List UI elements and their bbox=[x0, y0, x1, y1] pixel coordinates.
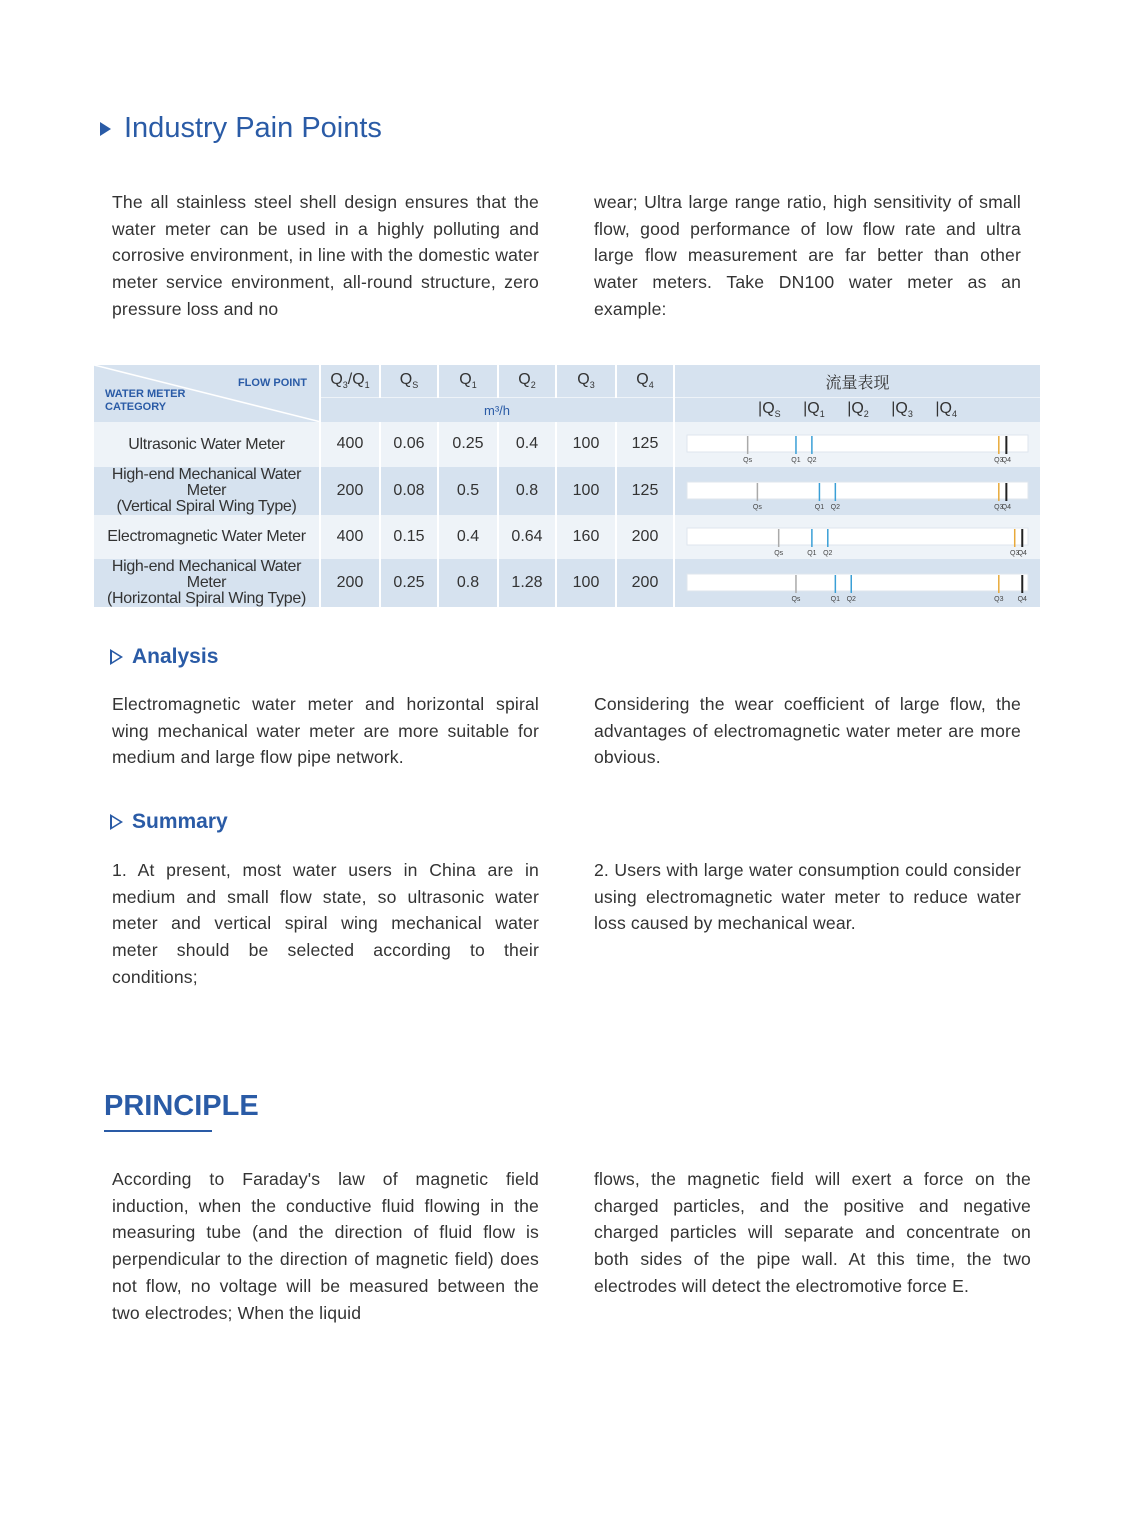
flow-track bbox=[687, 528, 1028, 545]
cell-q1: 0.4 bbox=[438, 515, 498, 559]
chart-header: 流量表现 bbox=[674, 365, 1040, 398]
table-row bbox=[94, 467, 1040, 515]
col-header-q2: $Q_2$ bbox=[498, 365, 556, 398]
marker-label-q4: Q4 bbox=[1017, 595, 1027, 603]
pain-points-title: Industry Pain Points bbox=[124, 112, 382, 144]
outline-triangle-icon bbox=[110, 814, 123, 830]
cell-q1: 0.25 bbox=[438, 422, 498, 467]
cell-q2: 0.8 bbox=[498, 467, 556, 515]
cell-q3: 100 bbox=[556, 467, 616, 515]
meter-name: High-end Mechanical Water Meter (Horizontal Spiral Wing Type) bbox=[94, 559, 320, 607]
legend-q3: $|Q_3$ bbox=[891, 400, 913, 420]
col-header-q1: $Q_1$ bbox=[438, 365, 498, 398]
principle-text-right: flows, the magnetic field will exert a force on the charged particles, and the positive and negative charged particles will separate and concentrate on both sides of the pipe wall. At this time, the two electrodes will detect the electromotive force E. bbox=[594, 1169, 1031, 1296]
marker-label-qs: Qs bbox=[791, 595, 801, 603]
col-header-ratio: $Q_3/Q_1$ bbox=[320, 365, 380, 398]
table-corner-header bbox=[94, 365, 320, 422]
summary-text-right: 2. Users with large water consumption could consider using electromagnetic water meter to reduce water loss caused by mechanical wear. bbox=[594, 860, 1021, 934]
cell-qs: 0.15 bbox=[380, 515, 438, 559]
legend-q1: $|Q_1$ bbox=[803, 400, 825, 420]
legend-q2: $|Q_2$ bbox=[847, 400, 869, 420]
col-header-q3: $Q_3$ bbox=[556, 365, 616, 398]
cell-q2: 0.4 bbox=[498, 422, 556, 467]
flow-bar bbox=[675, 561, 1041, 605]
flow-bar-cell bbox=[674, 422, 1040, 467]
table-row bbox=[94, 422, 1040, 467]
marker-label-q1: Q1 bbox=[791, 457, 801, 465]
cell-ratio: 200 bbox=[320, 559, 380, 607]
principle-text-left: According to Faraday's law of magnetic field induction, when the conductive fluid flowing in the measuring tube (and the direction of fluid flow is perpendicular to the direction of magnetic field) does not flow, no voltage will be measured between the two electrodes; When the liquid bbox=[112, 1169, 539, 1323]
cell-q2: 0.64 bbox=[498, 515, 556, 559]
flow-track bbox=[687, 482, 1028, 499]
cell-q2: 1.28 bbox=[498, 559, 556, 607]
marker-label-q1: Q1 bbox=[807, 549, 817, 557]
flow-bar-cell bbox=[674, 559, 1040, 607]
marker-label-q4: Q4 bbox=[1001, 503, 1012, 511]
cell-q3: 100 bbox=[556, 559, 616, 607]
chart-legend bbox=[674, 398, 1040, 423]
flow-bar-cell bbox=[674, 515, 1040, 559]
marker-label-q1: Q1 bbox=[830, 595, 841, 603]
marker-label-q2: Q2 bbox=[807, 457, 817, 465]
col-header-qs: $Q_S$ bbox=[380, 365, 438, 398]
flow-bar bbox=[675, 422, 1041, 466]
marker-label-qs: Qs bbox=[743, 457, 753, 465]
cell-q1: 0.8 bbox=[438, 559, 498, 607]
legend-q4: $|Q_4$ bbox=[935, 400, 957, 420]
cell-qs: 0.25 bbox=[380, 559, 438, 607]
marker-label-q3: Q3 bbox=[994, 595, 1004, 603]
analysis-text-left: Electromagnetic water meter and horizontal spiral wing mechanical water meter are more suitable for medium and large flow pipe network. bbox=[112, 694, 539, 768]
principle-underline bbox=[104, 1130, 212, 1132]
cell-q4: 125 bbox=[616, 467, 674, 515]
marker-label-qs: Qs bbox=[774, 549, 784, 557]
flow-point-label: FLOW POINT bbox=[237, 377, 307, 389]
meter-name: Electromagnetic Water Meter bbox=[94, 515, 320, 559]
marker-label-qs: Qs bbox=[752, 503, 762, 511]
pain-points-text-right: wear; Ultra large range ratio, high sensitivity of small flow, good performance of low flow rate and ultra large flow measurement are far better than other water meters. Take DN100 water meter as an example: bbox=[594, 192, 1021, 319]
triangle-bullet-icon bbox=[100, 122, 111, 136]
principle-title: PRINCIPLE bbox=[104, 1090, 259, 1122]
table-row bbox=[94, 515, 1040, 559]
cell-q4: 200 bbox=[616, 559, 674, 607]
marker-label-q2: Q2 bbox=[823, 549, 833, 557]
flow-bar-cell bbox=[674, 467, 1040, 515]
summary-heading bbox=[110, 810, 228, 834]
section-title-pain-points bbox=[100, 112, 382, 145]
pain-points-text-left: The all stainless steel shell design ensures that the water meter can be used in a highly polluting and corrosive environment, in line with the domestic water meter service environment, all-round structure, zero pressure loss and no bbox=[112, 192, 539, 319]
cell-q4: 200 bbox=[616, 515, 674, 559]
flow-comparison-table bbox=[94, 365, 1040, 607]
marker-label-q2: Q2 bbox=[830, 503, 841, 511]
unit-label: m³/h bbox=[320, 398, 674, 423]
outline-triangle-icon bbox=[110, 649, 123, 665]
cell-ratio: 400 bbox=[320, 515, 380, 559]
cell-q4: 125 bbox=[616, 422, 674, 467]
marker-label-q3: Q3 bbox=[994, 503, 1004, 511]
meter-name: Ultrasonic Water Meter bbox=[94, 422, 320, 467]
analysis-text-right: Considering the wear coefficient of large flow, the advantages of electromagnetic water meter are more obvious. bbox=[594, 694, 1021, 768]
col-header-q4: $Q_4$ bbox=[616, 365, 674, 398]
meter-name: High-end Mechanical Water Meter (Vertical Spiral Wing Type) bbox=[94, 467, 320, 515]
analysis-heading bbox=[110, 645, 218, 669]
marker-label-q1: Q1 bbox=[814, 503, 825, 511]
marker-label-q4: Q4 bbox=[1001, 457, 1012, 465]
cell-ratio: 200 bbox=[320, 467, 380, 515]
legend-qs: $|Q_S$ bbox=[758, 400, 781, 420]
category-label: WATER METER CATEGORY bbox=[105, 387, 186, 413]
marker-label-q2: Q2 bbox=[846, 595, 856, 603]
cell-q3: 160 bbox=[556, 515, 616, 559]
flow-bar bbox=[675, 469, 1041, 513]
marker-label-q3: Q3 bbox=[994, 457, 1004, 465]
cell-qs: 0.06 bbox=[380, 422, 438, 467]
cell-q3: 100 bbox=[556, 422, 616, 467]
flow-track bbox=[687, 574, 1028, 591]
table-row bbox=[94, 559, 1040, 607]
summary-text-left: 1. At present, most water users in China are in medium and small flow state, so ultrasonic water meter and vertical spiral wing mechanical water meter should be selected according to their conditions; bbox=[112, 860, 539, 987]
cell-qs: 0.08 bbox=[380, 467, 438, 515]
cell-ratio: 400 bbox=[320, 422, 380, 467]
cell-q1: 0.5 bbox=[438, 467, 498, 515]
summary-title: Summary bbox=[132, 810, 228, 833]
analysis-title: Analysis bbox=[132, 645, 219, 668]
marker-label-q3: Q3 bbox=[1010, 549, 1020, 557]
flow-track bbox=[687, 435, 1028, 452]
flow-bar bbox=[675, 515, 1041, 559]
marker-label-q4: Q4 bbox=[1017, 549, 1027, 557]
